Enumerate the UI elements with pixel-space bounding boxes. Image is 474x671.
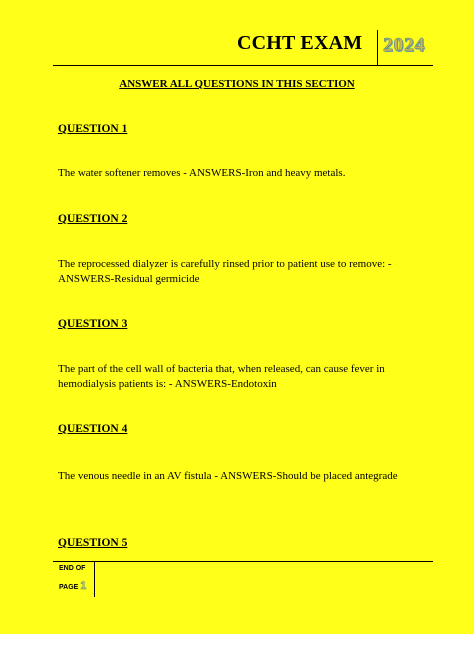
question-5-heading: QUESTION 5 xyxy=(58,537,128,549)
footer-page-label xyxy=(59,580,86,592)
exam-title: CCHT EXAM xyxy=(237,32,363,54)
footer-divider xyxy=(94,561,95,597)
footer-rule xyxy=(53,561,433,562)
exam-year: 2024 xyxy=(383,34,425,56)
question-3-heading: QUESTION 3 xyxy=(58,318,128,330)
question-2-heading: QUESTION 2 xyxy=(58,213,128,225)
header-rule xyxy=(53,65,433,66)
section-heading: ANSWER ALL QUESTIONS IN THIS SECTION xyxy=(119,78,355,90)
question-1-text: The water softener removes - ANSWERS-Iron and heavy metals. xyxy=(58,167,346,179)
question-4-heading: QUESTION 4 xyxy=(58,423,128,435)
footer-page-number: 1 xyxy=(80,580,87,592)
header-divider xyxy=(377,30,378,66)
footer-end-of-label: END OF xyxy=(59,565,86,572)
question-2-text: The reprocessed dialyzer is carefully rinsed prior to patient use to remove: - ANSWERS-Residual germicide xyxy=(58,258,392,285)
question-4-text: The venous needle in an AV fistula - ANSWERS-Should be placed antegrade xyxy=(58,470,398,482)
question-1-heading: QUESTION 1 xyxy=(58,123,128,135)
footer-page-word: PAGE xyxy=(59,584,79,591)
question-3-text: The part of the cell wall of bacteria that, when released, can cause fever in hemodialysis patients is: - ANSWERS-Endotoxin xyxy=(58,363,385,390)
